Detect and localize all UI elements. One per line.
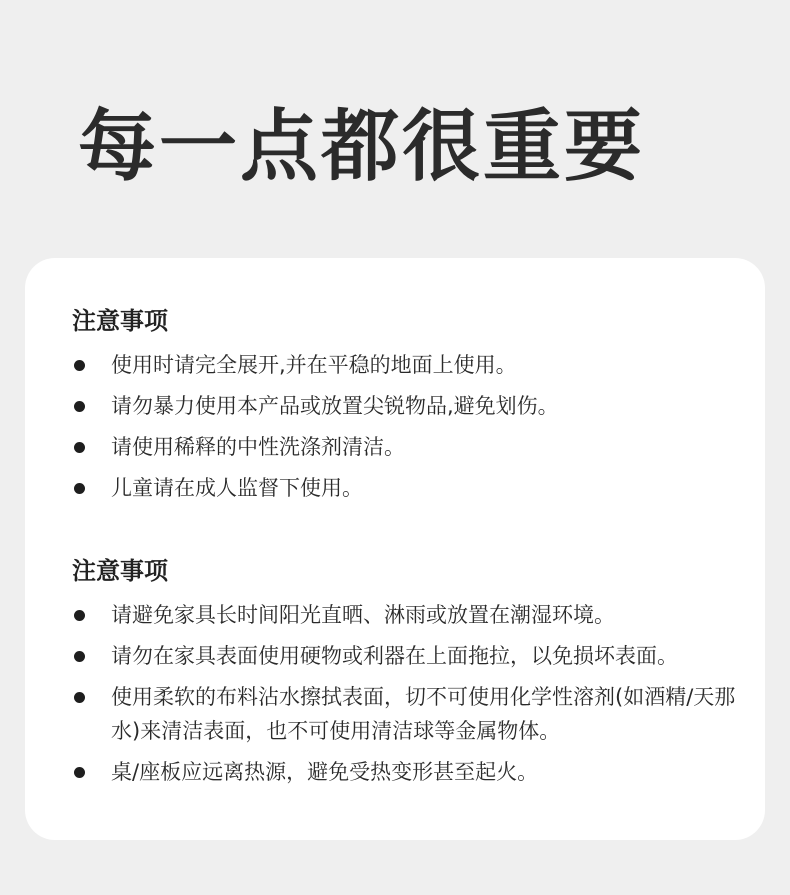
list-item — [72, 598, 742, 632]
bullet-icon — [74, 442, 85, 453]
notes-card — [25, 258, 765, 840]
list-item — [72, 430, 742, 464]
list-item — [72, 389, 742, 423]
list-item-text: 请勿在家具表面使用硬物或利器在上面拖拉，以免损坏表面。 — [111, 644, 678, 668]
list-item-text: 使用时请完全展开,并在平稳的地面上使用。 — [111, 353, 517, 377]
bullet-icon — [74, 767, 85, 778]
notes-section-2 — [72, 554, 742, 796]
notes-list — [72, 348, 742, 505]
list-item — [72, 755, 742, 789]
list-item-text: 桌/座板应远离热源，避免受热变形甚至起火。 — [111, 760, 539, 784]
section-heading: 注意事项 — [72, 307, 168, 335]
bullet-icon — [74, 401, 85, 412]
list-item-text: 请使用稀释的中性洗涤剂清洁。 — [111, 435, 405, 459]
list-item-text: 请避免家具长时间阳光直晒、淋雨或放置在潮湿环境。 — [111, 603, 615, 627]
list-item-text: 使用柔软的布料沾水擦拭表面，切不可使用化学性溶剂(如酒精/天那水)来清洁表面，也不可使用清洁球等金属物体。 — [111, 685, 736, 743]
list-item — [72, 639, 742, 673]
notes-list — [72, 598, 742, 789]
list-item — [72, 471, 742, 505]
bullet-icon — [74, 692, 85, 703]
list-item — [72, 680, 742, 748]
list-item-text: 儿童请在成人监督下使用。 — [111, 476, 363, 500]
list-item — [72, 348, 742, 382]
bullet-icon — [74, 610, 85, 621]
list-item-text: 请勿暴力使用本产品或放置尖锐物品,避免划伤。 — [111, 394, 559, 418]
bullet-icon — [74, 360, 85, 371]
notes-section-1 — [72, 304, 742, 512]
bullet-icon — [74, 483, 85, 494]
page-title: 每一点都很重要 — [78, 102, 646, 192]
section-heading: 注意事项 — [72, 557, 168, 585]
bullet-icon — [74, 651, 85, 662]
